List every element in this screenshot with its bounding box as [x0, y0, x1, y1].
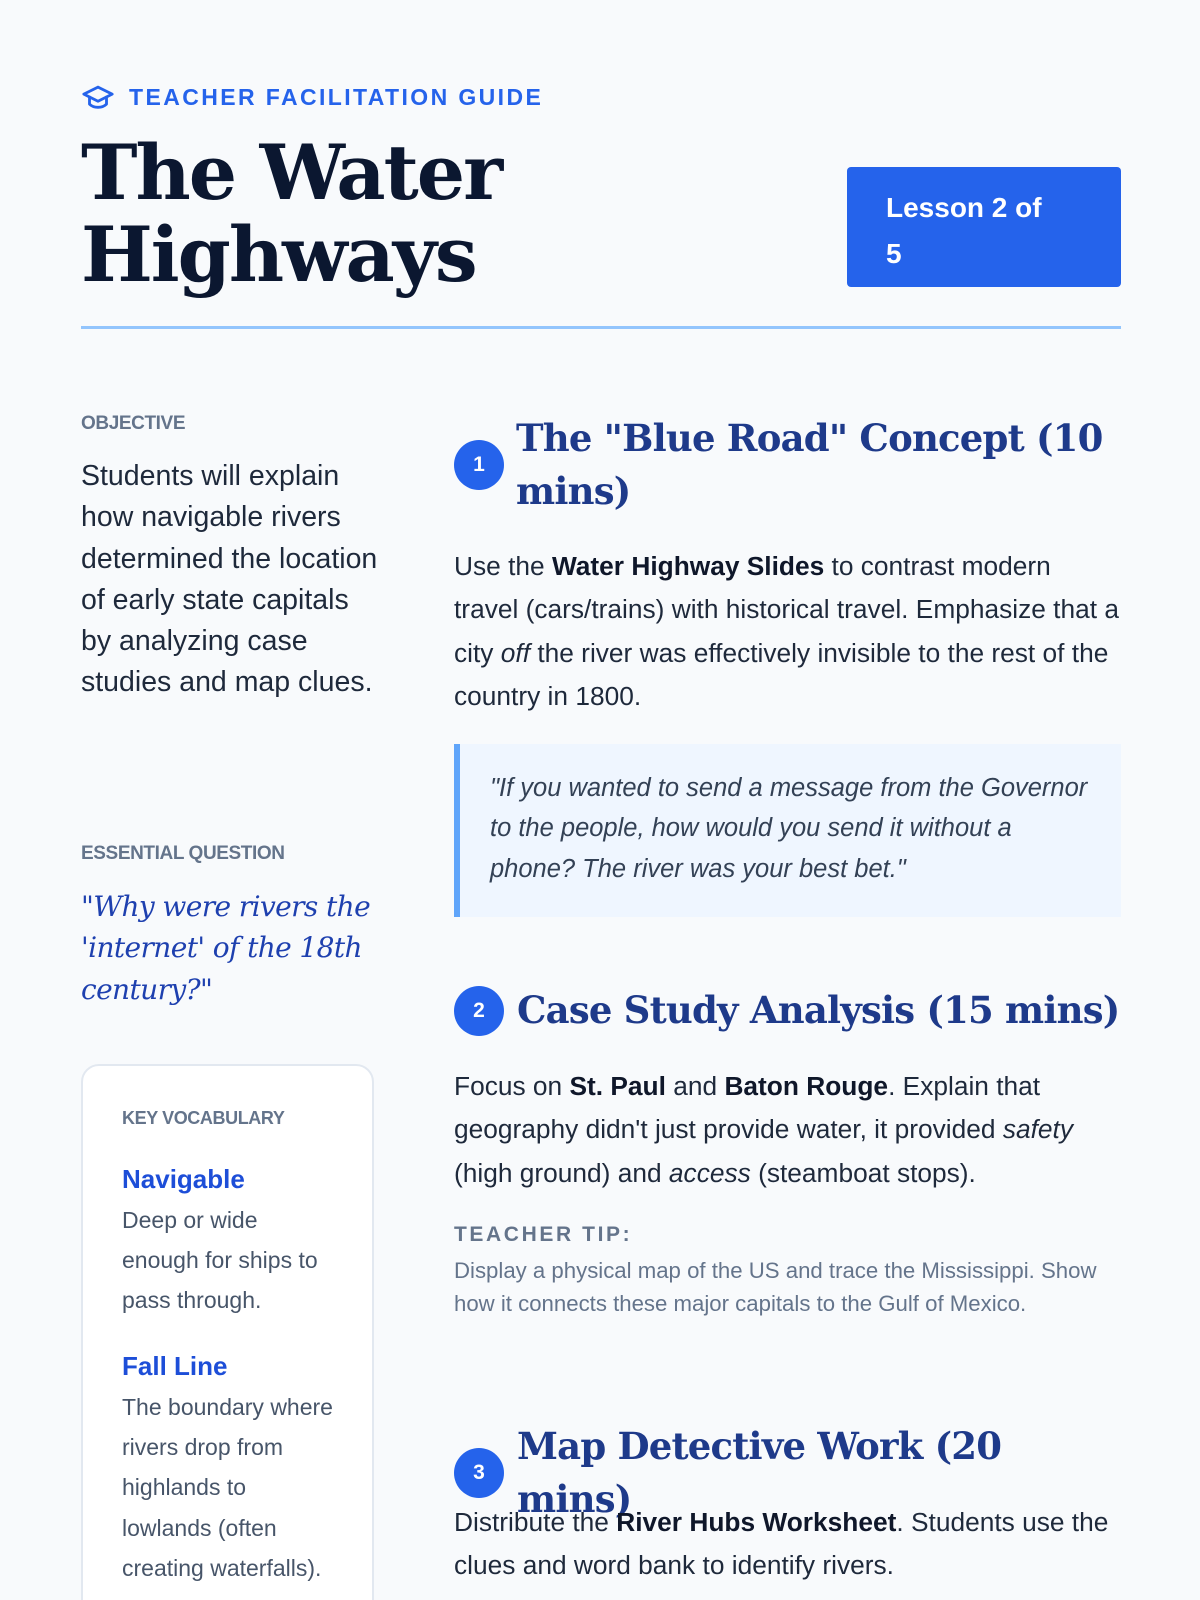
lesson-badge-line-1: Lesson 2 of	[886, 192, 1042, 223]
slides-resource: Water Highway Slides	[551, 551, 825, 581]
step-1-heading	[454, 412, 1121, 518]
step-number-badge: 3	[454, 1448, 504, 1498]
guide-eyebrow	[81, 80, 543, 114]
vocab-definition: Deep or wide enough for ships to pass through.	[122, 1207, 318, 1314]
step-2-paragraph: Focus on St. Paul and Baton Rouge. Explain that geography didn't just provide water, it provided safety (high ground) and access (steamboat stops).	[454, 1071, 1073, 1188]
worksheet-resource: River Hubs Worksheet	[616, 1507, 897, 1537]
teacher-quote: "If you wanted to send a message from the Governor to the people, how would you send it without a phone? The river was your best bet."	[454, 744, 1121, 917]
page-title	[81, 128, 681, 299]
vocab-term: Navigable	[122, 1164, 245, 1194]
step-2-heading	[454, 984, 1120, 1037]
vocab-term: Fall Line	[122, 1351, 228, 1381]
eyebrow-text: TEACHER FACILITATION GUIDE	[129, 83, 544, 110]
lesson-badge-line-2: 5	[886, 238, 902, 269]
lesson-badge	[847, 167, 1121, 287]
step-3-paragraph: Distribute the River Hubs Worksheet. Students use the clues and word bank to identify rivers.	[454, 1507, 1109, 1581]
essential-question-label: ESSENTIAL QUESTION	[81, 843, 285, 864]
title-line-1: The Water	[81, 128, 502, 217]
step-number-badge: 2	[454, 986, 504, 1036]
step-title: Map Detective Work (20 mins)	[517, 1424, 1002, 1521]
teacher-tip-label: TEACHER TIP:	[454, 1223, 633, 1246]
objective-text: Students will explain how navigable rivers determined the location of early state capitals by analyzing case studies and map clues.	[81, 460, 378, 699]
essential-question-text: "Why were rivers the 'internet' of the 18th century?"	[81, 890, 371, 1006]
lesson-guide-page	[81, 0, 1121, 1600]
step-number-badge: 1	[454, 440, 504, 490]
teacher-tip-text: Display a physical map of the US and trace the Mississippi. Show how it connects these major capitals to the Gulf of Mexico.	[454, 1258, 1097, 1316]
step-title: Case Study Analysis (15 mins)	[517, 988, 1120, 1032]
step-title: The "Blue Road" Concept (10 mins)	[516, 416, 1103, 513]
vocabulary-label: KEY VOCABULARY	[122, 1108, 285, 1128]
header-divider	[81, 326, 1121, 329]
vocab-definition: The boundary where rivers drop from highlands to lowlands (often creating waterfalls).	[122, 1394, 333, 1581]
graduation-cap-icon	[81, 80, 115, 114]
objective-label: OBJECTIVE	[81, 413, 186, 434]
step-1-paragraph: Use the Water Highway Slides to contrast modern travel (cars/trains) with historical travel. Emphasize that a city off the river was effectively invisible to the rest of the country in 1800.	[454, 551, 1119, 712]
title-line-2: Highways	[81, 210, 476, 299]
